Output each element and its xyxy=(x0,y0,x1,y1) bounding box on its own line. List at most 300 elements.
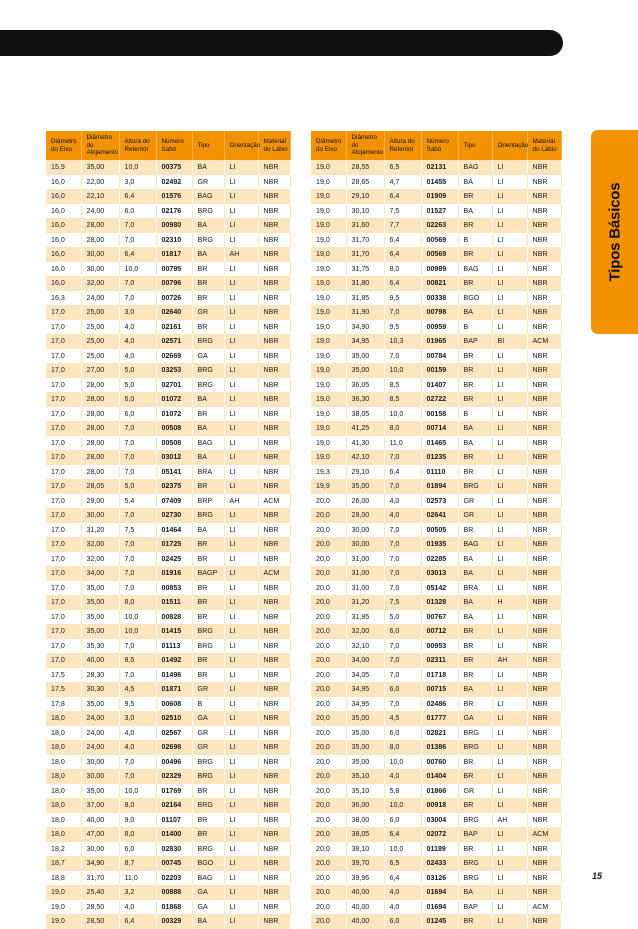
cell-lip-material: NBR xyxy=(527,769,561,784)
cell-seal-height: 3,0 xyxy=(119,305,156,320)
cell-lip-material: NBR xyxy=(527,218,561,233)
cell-orientation: BI xyxy=(492,334,527,349)
cell-sabo-number: 01400 xyxy=(156,827,192,842)
cell-orientation: LI xyxy=(224,334,258,349)
cell-seal-height: 8,0 xyxy=(384,262,421,277)
cell-type: BR xyxy=(192,479,224,494)
cell-type: BR xyxy=(192,291,224,306)
cell-sabo-number: 02203 xyxy=(156,871,192,886)
cell-orientation: LI xyxy=(224,305,258,320)
table-row xyxy=(311,479,561,494)
cell-orientation: LI xyxy=(492,407,527,422)
cell-shaft-diameter: 17,0 xyxy=(46,581,81,596)
cell-seal-height: 4,0 xyxy=(119,320,156,335)
cell-type: BR xyxy=(458,697,492,712)
cell-sabo-number: 00508 xyxy=(156,436,192,451)
cell-sabo-number: 01866 xyxy=(421,784,458,799)
cell-housing-diameter: 31,75 xyxy=(346,262,384,277)
cell-orientation: LI xyxy=(224,682,258,697)
cell-seal-height: 4,0 xyxy=(119,900,156,915)
cell-housing-diameter: 35,00 xyxy=(346,755,384,770)
cell-lip-material: NBR xyxy=(258,885,290,900)
cell-housing-diameter: 39,70 xyxy=(346,856,384,871)
cell-housing-diameter: 29,10 xyxy=(346,189,384,204)
cell-lip-material: NBR xyxy=(258,726,290,741)
table-row xyxy=(311,508,561,523)
cell-sabo-number: 02311 xyxy=(421,653,458,668)
cell-housing-diameter: 32,00 xyxy=(81,552,119,567)
cell-orientation: AH xyxy=(492,653,527,668)
table-row xyxy=(46,726,290,741)
cell-orientation: LI xyxy=(492,523,527,538)
cell-seal-height: 7,0 xyxy=(119,276,156,291)
cell-orientation: LI xyxy=(492,581,527,596)
col-header-orientation: Orientação xyxy=(492,131,527,160)
cell-lip-material: NBR xyxy=(258,349,290,364)
table-row xyxy=(46,711,290,726)
cell-lip-material: NBR xyxy=(527,842,561,857)
cell-orientation: LI xyxy=(492,566,527,581)
cell-orientation: LI xyxy=(492,204,527,219)
cell-seal-height: 10,0 xyxy=(384,755,421,770)
table-row xyxy=(46,233,290,248)
cell-orientation: LI xyxy=(224,421,258,436)
cell-lip-material: NBR xyxy=(527,871,561,886)
cell-sabo-number: 02573 xyxy=(421,494,458,509)
cell-lip-material: NBR xyxy=(527,697,561,712)
col-header-lip-material: Material do Lábio xyxy=(258,131,290,160)
table-row xyxy=(46,407,290,422)
cell-seal-height: 6,0 xyxy=(384,813,421,828)
cell-sabo-number: 01492 xyxy=(156,653,192,668)
cell-seal-height: 10,0 xyxy=(119,784,156,799)
cell-lip-material: NBR xyxy=(527,813,561,828)
table-row xyxy=(46,450,290,465)
cell-lip-material: NBR xyxy=(527,784,561,799)
cell-orientation: LI xyxy=(492,871,527,886)
cell-seal-height: 9,5 xyxy=(384,291,421,306)
cell-shaft-diameter: 19,0 xyxy=(311,436,346,451)
cell-shaft-diameter: 18,0 xyxy=(46,827,81,842)
cell-sabo-number: 02567 xyxy=(156,726,192,741)
cell-housing-diameter: 40,00 xyxy=(346,900,384,915)
cell-orientation: LI xyxy=(224,218,258,233)
table-row xyxy=(46,349,290,364)
cell-housing-diameter: 37,00 xyxy=(81,798,119,813)
cell-seal-height: 5,4 xyxy=(119,494,156,509)
col-header-type: Tipo xyxy=(192,131,224,160)
cell-seal-height: 7,5 xyxy=(384,204,421,219)
cell-orientation: LI xyxy=(492,218,527,233)
cell-lip-material: NBR xyxy=(258,218,290,233)
table-row xyxy=(311,813,561,828)
table-row xyxy=(311,305,561,320)
cell-sabo-number: 01868 xyxy=(156,900,192,915)
cell-orientation: LI xyxy=(224,262,258,277)
cell-lip-material: NBR xyxy=(527,610,561,625)
cell-sabo-number: 00888 xyxy=(156,885,192,900)
cell-orientation: LI xyxy=(224,885,258,900)
cell-shaft-diameter: 19,0 xyxy=(311,320,346,335)
cell-shaft-diameter: 19,0 xyxy=(311,204,346,219)
cell-orientation: LI xyxy=(492,450,527,465)
cell-sabo-number: 02285 xyxy=(421,552,458,567)
cell-lip-material: NBR xyxy=(258,175,290,190)
cell-seal-height: 6,4 xyxy=(119,189,156,204)
cell-lip-material: NBR xyxy=(527,436,561,451)
cell-housing-diameter: 28,00 xyxy=(81,421,119,436)
cell-shaft-diameter: 17,0 xyxy=(46,320,81,335)
cell-seal-height: 4,5 xyxy=(384,711,421,726)
cell-housing-diameter: 39,96 xyxy=(346,871,384,886)
cell-orientation: LI xyxy=(224,233,258,248)
cell-sabo-number: 01916 xyxy=(156,566,192,581)
cell-sabo-number: 07409 xyxy=(156,494,192,509)
cell-lip-material: NBR xyxy=(258,711,290,726)
cell-orientation: LI xyxy=(224,639,258,654)
cell-housing-diameter: 41,25 xyxy=(346,421,384,436)
cell-type: BA xyxy=(458,421,492,436)
cell-lip-material: NBR xyxy=(527,624,561,639)
cell-shaft-diameter: 17,0 xyxy=(46,436,81,451)
table-row xyxy=(311,842,561,857)
table-row xyxy=(311,682,561,697)
cell-sabo-number: 01576 xyxy=(156,189,192,204)
col-header-sabo-number: Número Sabó xyxy=(421,131,458,160)
cell-type: BAG xyxy=(458,537,492,552)
cell-housing-diameter: 35,00 xyxy=(346,740,384,755)
cell-orientation: LI xyxy=(224,407,258,422)
cell-shaft-diameter: 20,0 xyxy=(311,740,346,755)
cell-shaft-diameter: 20,0 xyxy=(311,900,346,915)
table-row xyxy=(46,363,290,378)
cell-sabo-number: 05142 xyxy=(421,581,458,596)
cell-sabo-number: 01894 xyxy=(421,479,458,494)
table-row xyxy=(311,784,561,799)
cell-housing-diameter: 28,30 xyxy=(81,668,119,683)
cell-housing-diameter: 35,00 xyxy=(346,363,384,378)
cell-orientation: LI xyxy=(492,276,527,291)
cell-seal-height: 10,0 xyxy=(384,798,421,813)
cell-seal-height: 9,0 xyxy=(119,813,156,828)
cell-orientation: LI xyxy=(224,189,258,204)
cell-lip-material: NBR xyxy=(527,639,561,654)
table-row xyxy=(311,566,561,581)
table-row xyxy=(46,204,290,219)
table-row xyxy=(311,639,561,654)
cell-seal-height: 7,0 xyxy=(384,537,421,552)
cell-sabo-number: 01235 xyxy=(421,450,458,465)
cell-seal-height: 7,0 xyxy=(119,436,156,451)
cell-type: BAG xyxy=(192,436,224,451)
cell-lip-material: NBR xyxy=(527,755,561,770)
cell-lip-material: NBR xyxy=(527,175,561,190)
cell-sabo-number: 00828 xyxy=(156,610,192,625)
cell-housing-diameter: 35,00 xyxy=(346,711,384,726)
cell-type: BR xyxy=(458,914,492,929)
cell-seal-height: 7,0 xyxy=(384,668,421,683)
table-row xyxy=(46,798,290,813)
cell-shaft-diameter: 19,0 xyxy=(311,218,346,233)
cell-housing-diameter: 34,00 xyxy=(346,653,384,668)
cell-lip-material: NBR xyxy=(527,682,561,697)
cell-shaft-diameter: 20,0 xyxy=(311,871,346,886)
cell-shaft-diameter: 17,0 xyxy=(46,349,81,364)
cell-shaft-diameter: 19,0 xyxy=(311,189,346,204)
cell-sabo-number: 01871 xyxy=(156,682,192,697)
cell-type: BR xyxy=(458,450,492,465)
cell-seal-height: 8,5 xyxy=(119,653,156,668)
cell-seal-height: 4,0 xyxy=(384,900,421,915)
cell-orientation: LI xyxy=(224,697,258,712)
cell-seal-height: 6,4 xyxy=(384,276,421,291)
cell-lip-material: NBR xyxy=(258,856,290,871)
cell-shaft-diameter: 17,0 xyxy=(46,552,81,567)
cell-type: GR xyxy=(192,305,224,320)
cell-housing-diameter: 28,05 xyxy=(81,479,119,494)
cell-sabo-number: 02176 xyxy=(156,204,192,219)
cell-seal-height: 5,0 xyxy=(119,378,156,393)
cell-orientation: LI xyxy=(224,392,258,407)
cell-housing-diameter: 28,50 xyxy=(81,914,119,929)
cell-sabo-number: 01107 xyxy=(156,813,192,828)
cell-lip-material: NBR xyxy=(258,537,290,552)
table-row xyxy=(311,827,561,842)
cell-sabo-number: 02131 xyxy=(421,160,458,175)
seal-table-right xyxy=(311,131,562,929)
cell-sabo-number: 01777 xyxy=(421,711,458,726)
cell-seal-height: 11,0 xyxy=(119,871,156,886)
cell-seal-height: 9,5 xyxy=(384,320,421,335)
table-row xyxy=(46,755,290,770)
cell-seal-height: 11,0 xyxy=(384,436,421,451)
cell-shaft-diameter: 17,0 xyxy=(46,378,81,393)
cell-housing-diameter: 29,10 xyxy=(346,465,384,480)
table-row xyxy=(46,262,290,277)
cell-housing-diameter: 35,10 xyxy=(346,784,384,799)
cell-lip-material: NBR xyxy=(258,842,290,857)
table-row xyxy=(311,407,561,422)
cell-lip-material: NBR xyxy=(258,813,290,828)
cell-seal-height: 7,0 xyxy=(119,450,156,465)
cell-sabo-number: 01386 xyxy=(421,740,458,755)
col-header-sabo-number: Número Sabó xyxy=(156,131,192,160)
cell-seal-height: 7,0 xyxy=(119,581,156,596)
cell-lip-material: NBR xyxy=(527,276,561,291)
cell-orientation: LI xyxy=(224,856,258,871)
cell-sabo-number: 00375 xyxy=(156,160,192,175)
table-row xyxy=(46,465,290,480)
table-row xyxy=(311,653,561,668)
cell-seal-height: 6,0 xyxy=(384,682,421,697)
table-row xyxy=(311,581,561,596)
cell-shaft-diameter: 20,0 xyxy=(311,537,346,552)
cell-orientation: LI xyxy=(224,465,258,480)
cell-shaft-diameter: 18,0 xyxy=(46,813,81,828)
cell-lip-material: NBR xyxy=(258,160,290,175)
cell-lip-material: NBR xyxy=(527,450,561,465)
cell-seal-height: 3,2 xyxy=(119,885,156,900)
cell-shaft-diameter: 16,0 xyxy=(46,189,81,204)
cell-sabo-number: 00989 xyxy=(421,262,458,277)
cell-orientation: LI xyxy=(492,305,527,320)
cell-orientation: LI xyxy=(492,697,527,712)
cell-lip-material: NBR xyxy=(258,233,290,248)
cell-shaft-diameter: 19,0 xyxy=(311,378,346,393)
cell-type: BR xyxy=(458,189,492,204)
cell-lip-material: NBR xyxy=(527,204,561,219)
cell-orientation: LI xyxy=(224,624,258,639)
cell-orientation: LI xyxy=(224,363,258,378)
cell-type: BR xyxy=(192,581,224,596)
cell-orientation: LI xyxy=(224,276,258,291)
cell-type: BAG xyxy=(192,189,224,204)
col-header-seal-height: Altura do Retentor xyxy=(119,131,156,160)
cell-shaft-diameter: 19,0 xyxy=(311,175,346,190)
cell-lip-material: NBR xyxy=(527,349,561,364)
cell-shaft-diameter: 16,0 xyxy=(46,204,81,219)
cell-lip-material: NBR xyxy=(258,204,290,219)
cell-type: BR xyxy=(458,465,492,480)
cell-seal-height: 6,4 xyxy=(384,465,421,480)
cell-housing-diameter: 27,00 xyxy=(81,363,119,378)
cell-seal-height: 6,0 xyxy=(384,914,421,929)
cell-sabo-number: 00918 xyxy=(421,798,458,813)
cell-type: BA xyxy=(192,392,224,407)
cell-seal-height: 7,0 xyxy=(384,552,421,567)
cell-seal-height: 7,0 xyxy=(384,523,421,538)
cell-sabo-number: 02669 xyxy=(156,349,192,364)
cell-shaft-diameter: 20,0 xyxy=(311,581,346,596)
cell-housing-diameter: 38,05 xyxy=(346,407,384,422)
cell-type: BR xyxy=(458,653,492,668)
cell-lip-material: NBR xyxy=(258,595,290,610)
table-row xyxy=(46,523,290,538)
cell-lip-material: NBR xyxy=(258,436,290,451)
cell-lip-material: NBR xyxy=(527,523,561,538)
cell-orientation: LI xyxy=(492,349,527,364)
cell-lip-material: NBR xyxy=(258,421,290,436)
cell-housing-diameter: 35,00 xyxy=(81,595,119,610)
cell-lip-material: NBR xyxy=(258,276,290,291)
cell-type: GA xyxy=(192,349,224,364)
cell-lip-material: NBR xyxy=(527,711,561,726)
cell-seal-height: 7,0 xyxy=(119,537,156,552)
table-row xyxy=(46,276,290,291)
cell-seal-height: 6,0 xyxy=(119,392,156,407)
cell-sabo-number: 01527 xyxy=(421,204,458,219)
cell-shaft-diameter: 17,0 xyxy=(46,334,81,349)
cell-sabo-number: 02698 xyxy=(156,740,192,755)
cell-orientation: LI xyxy=(224,566,258,581)
cell-type: BA xyxy=(458,204,492,219)
cell-type: BRP xyxy=(192,494,224,509)
cell-seal-height: 10,0 xyxy=(384,842,421,857)
cell-orientation: LI xyxy=(224,581,258,596)
cell-type: B xyxy=(458,320,492,335)
cell-orientation: LI xyxy=(224,291,258,306)
cell-lip-material: NBR xyxy=(527,668,561,683)
cell-lip-material: ACM xyxy=(527,334,561,349)
cell-housing-diameter: 30,30 xyxy=(81,682,119,697)
cell-orientation: AH xyxy=(224,494,258,509)
cell-housing-diameter: 32,00 xyxy=(81,537,119,552)
cell-shaft-diameter: 20,0 xyxy=(311,595,346,610)
cell-sabo-number: 00980 xyxy=(156,218,192,233)
cell-housing-diameter: 30,00 xyxy=(81,755,119,770)
cell-housing-diameter: 35,00 xyxy=(81,581,119,596)
cell-shaft-diameter: 17,0 xyxy=(46,479,81,494)
cell-housing-diameter: 31,85 xyxy=(346,291,384,306)
cell-orientation: LI xyxy=(492,479,527,494)
cell-housing-diameter: 34,95 xyxy=(346,682,384,697)
cell-lip-material: NBR xyxy=(258,871,290,886)
cell-housing-diameter: 35,30 xyxy=(81,639,119,654)
cell-shaft-diameter: 17,0 xyxy=(46,624,81,639)
cell-type: BR xyxy=(458,769,492,784)
cell-seal-height: 6,4 xyxy=(384,189,421,204)
cell-lip-material: NBR xyxy=(258,189,290,204)
cell-lip-material: NBR xyxy=(527,479,561,494)
table-row xyxy=(311,914,561,929)
cell-shaft-diameter: 17,0 xyxy=(46,610,81,625)
cell-orientation: LI xyxy=(224,552,258,567)
cell-type: BA xyxy=(458,610,492,625)
cell-shaft-diameter: 17,0 xyxy=(46,407,81,422)
cell-shaft-diameter: 20,0 xyxy=(311,885,346,900)
cell-sabo-number: 01455 xyxy=(421,175,458,190)
cell-housing-diameter: 31,20 xyxy=(81,523,119,538)
cell-seal-height: 7,0 xyxy=(119,769,156,784)
cell-sabo-number: 01725 xyxy=(156,537,192,552)
cell-seal-height: 6,5 xyxy=(384,160,421,175)
cell-lip-material: NBR xyxy=(258,668,290,683)
cell-type: BA xyxy=(458,175,492,190)
cell-housing-diameter: 36,05 xyxy=(346,378,384,393)
cell-type: BRA xyxy=(458,581,492,596)
table-row xyxy=(46,320,290,335)
cell-seal-height: 7,0 xyxy=(384,450,421,465)
cell-lip-material: NBR xyxy=(258,914,290,929)
cell-shaft-diameter: 18,7 xyxy=(46,856,81,871)
table-row xyxy=(46,595,290,610)
table-row xyxy=(46,856,290,871)
cell-orientation: LI xyxy=(492,160,527,175)
cell-lip-material: NBR xyxy=(527,726,561,741)
cell-orientation: LI xyxy=(492,436,527,451)
cell-seal-height: 7,0 xyxy=(384,349,421,364)
cell-sabo-number: 02730 xyxy=(156,508,192,523)
cell-orientation: LI xyxy=(492,624,527,639)
cell-type: BRG xyxy=(192,639,224,654)
cell-shaft-diameter: 18,0 xyxy=(46,740,81,755)
cell-lip-material: NBR xyxy=(258,262,290,277)
cell-housing-diameter: 25,00 xyxy=(81,320,119,335)
cell-orientation: LI xyxy=(492,827,527,842)
cell-type: BA xyxy=(458,682,492,697)
cell-shaft-diameter: 17,8 xyxy=(46,697,81,712)
cell-orientation: LI xyxy=(224,523,258,538)
cell-orientation: AH xyxy=(224,247,258,262)
seal-table-left xyxy=(46,131,291,929)
cell-housing-diameter: 40,00 xyxy=(346,885,384,900)
cell-sabo-number: 01694 xyxy=(421,885,458,900)
cell-lip-material: NBR xyxy=(258,798,290,813)
cell-sabo-number: 03126 xyxy=(421,871,458,886)
table-row xyxy=(311,378,561,393)
table-row xyxy=(311,392,561,407)
cell-seal-height: 8,0 xyxy=(119,798,156,813)
